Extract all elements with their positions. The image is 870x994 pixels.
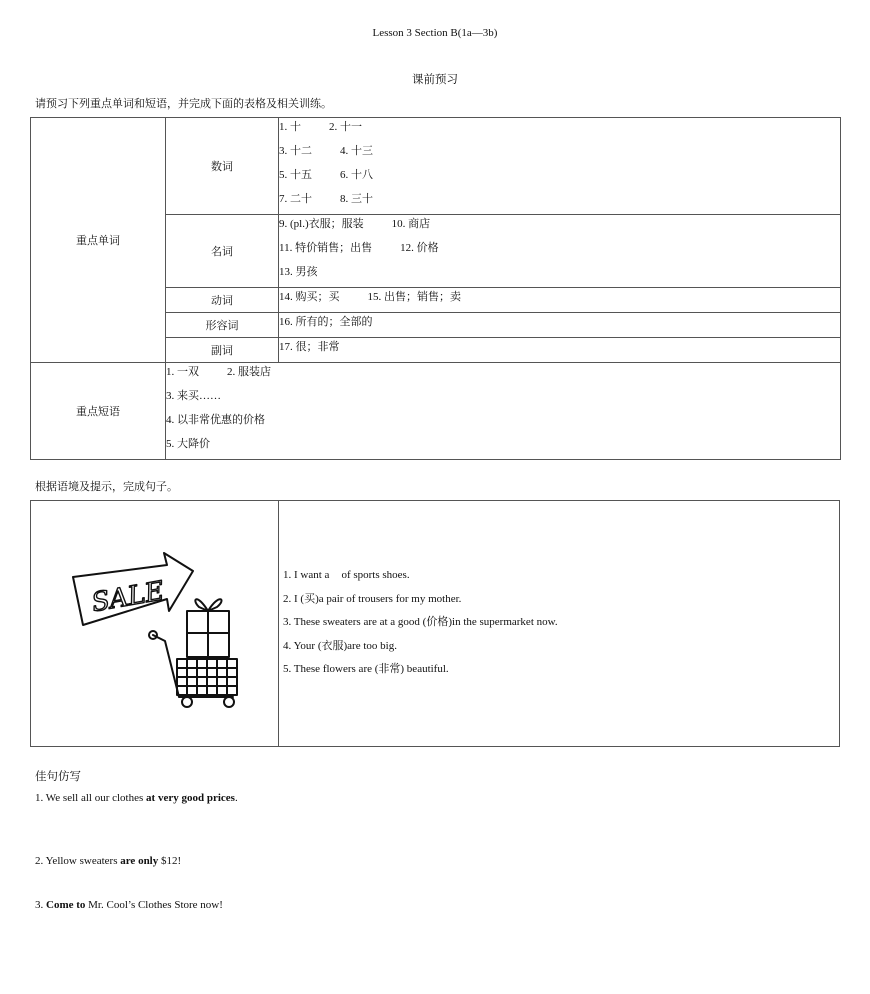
part1-instruction: 请预习下列重点单词和短语，并完成下面的表格及相关训练。: [35, 97, 332, 110]
sentence-list: [283, 567, 558, 685]
adjective-items: 16. 所有的；全部的: [279, 313, 841, 338]
key-words-label: 重点单词: [31, 118, 166, 363]
lesson-title: Lesson 3 Section B(1a—3b): [372, 27, 498, 39]
sentence-3: 3. These sweaters are at a good (价格)in the supermarket now.: [283, 616, 558, 628]
numeral-items: 1. 十 2. 十一 3. 十二 4. 十三 5. 十五 6. 十八 7. 二十 8. 三十: [279, 118, 841, 215]
noun-items: 9. (pl.)衣服；服装 10. 商店 11. 特价销售；出售 12. 价格 13. 男孩: [279, 215, 841, 288]
key-phrases-label: 重点短语: [31, 363, 166, 460]
box-divider: [278, 501, 279, 746]
phrase-items: 1. 一双 2. 服装店 3. 来买…… 4. 以非常优惠的价格 5. 大降价: [166, 363, 841, 460]
sentence-5: 5. These flowers are (非常) beautiful.: [283, 663, 449, 675]
sentence-1: 1. I want a of sports shoes.: [283, 569, 410, 581]
imitation-example-1: 1. We sell all our clothes at very good prices.: [35, 792, 238, 804]
sentence-2: 2. I (买)a pair of trousers for my mother.: [283, 592, 462, 605]
imitation-example-2: 2. Yellow sweaters are only $12!: [35, 855, 182, 867]
imitation-heading: 佳句仿写: [35, 769, 81, 783]
sale-sign-text: SALE: [89, 576, 167, 619]
verb-items: 14. 购买；买 15. 出售；销售；卖: [279, 288, 841, 313]
part2-instruction: 根据语境及提示，完成句子。: [35, 480, 178, 493]
pos-numerals: 数词: [166, 118, 279, 215]
pos-adverbs: 副词: [166, 338, 279, 363]
section-subtitle: 课前预习: [412, 72, 458, 86]
sentence-4: 4. Your (衣服)are too big.: [283, 639, 397, 652]
imitation-example-3: 3. Come to Mr. Cool’s Clothes Store now!: [35, 899, 223, 911]
pos-verbs: 动词: [166, 288, 279, 313]
sentence-exercise-box: [30, 500, 840, 747]
sale-cart-illustration: [69, 549, 245, 709]
adverb-items: 17. 很；非常: [279, 338, 841, 363]
pos-nouns: 名词: [166, 215, 279, 288]
vocab-table: [30, 117, 841, 460]
pos-adjectives: 形容词: [166, 313, 279, 338]
